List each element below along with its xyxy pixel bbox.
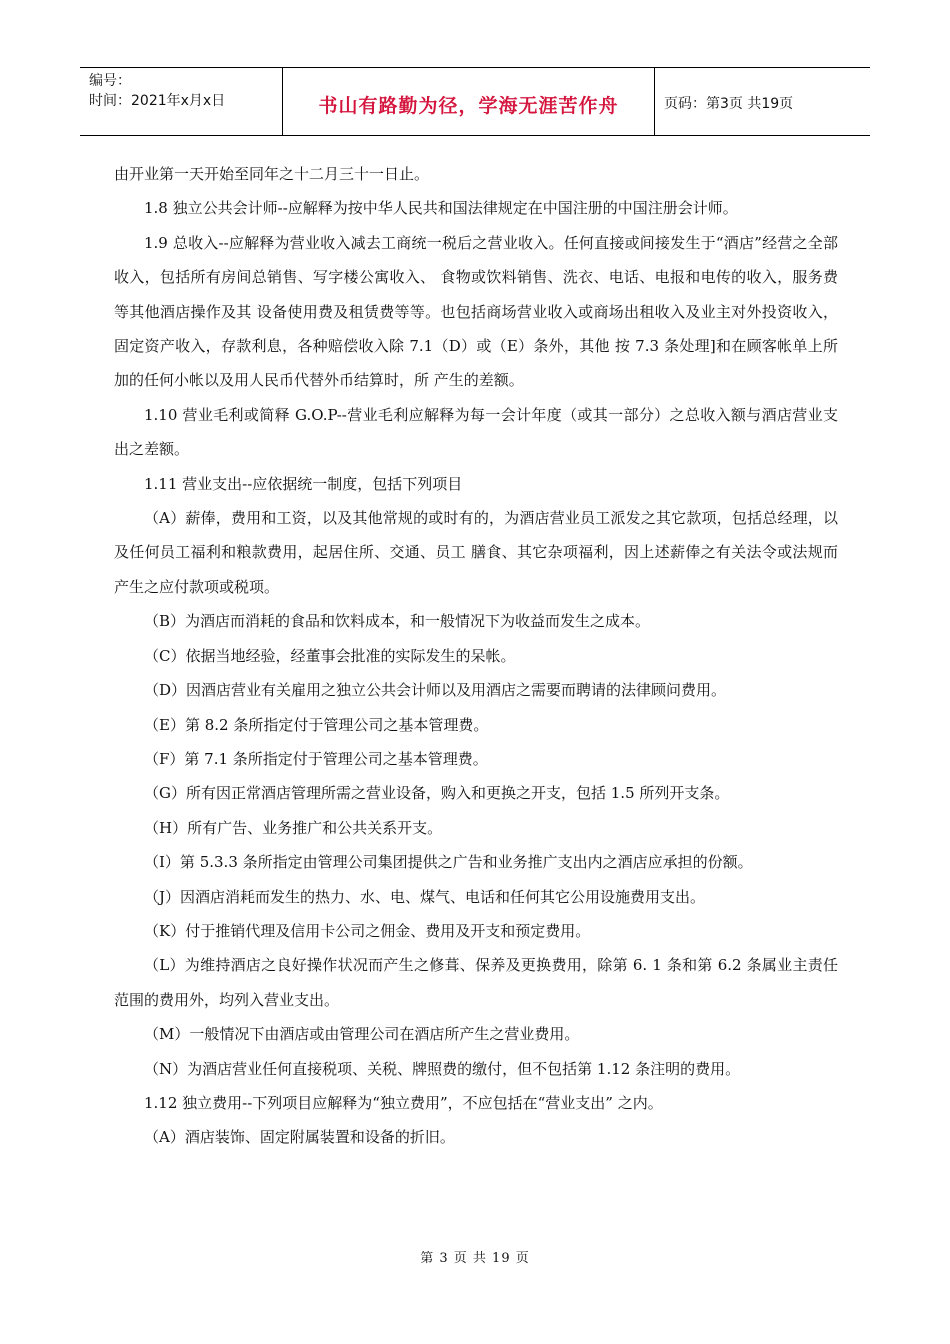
page-footer: 第 3 页 共 19 页 — [420, 1251, 530, 1266]
paragraph: 1.8 独立公共会计师--应解释为按中华人民共和国法律规定在中国注册的中国注册会计师。 — [144, 199, 738, 218]
paragraph: （M）一般情况下由酒店或由管理公司在酒店所产生之营业费用。 — [144, 1025, 580, 1044]
paragraph: 1.11 营业支出--应依据统一制度，包括下列项目 — [144, 474, 463, 493]
paragraph: （J）因酒店消耗而发生的热力、水、电、煤气、电话和任何其它公用设施费用支出。 — [144, 887, 706, 906]
date-label: 时间：2021年x月x日 — [89, 93, 226, 109]
paragraph: （L）为维持酒店之良好操作状况而产生之修葺、保养及更换费用，除第 6. 1 条和第 6.2 条属业主责任范围的费用外，均列入营业支出。 — [114, 956, 838, 1009]
paragraph: （C）依据当地经验，经董事会批准的实际发生的呆帐。 — [144, 646, 516, 665]
paragraph: （I）第 5.3.3 条所指定由管理公司集团提供之广告和业务推广支出内之酒店应承担的份额。 — [144, 853, 753, 872]
paragraph: （A）薪俸，费用和工资，以及其他常规的或时有的，为酒店营业员工派发之其它款项，包括总经理，以及任何员工福利和粮款费用，起居住所、交通、员工 膳食、其它杂项福利，因上述薪俸之有关法令或法规而产生之应付款项或税项。 — [114, 509, 838, 596]
paragraph: （A）酒店装饰、固定附属装置和设备的折旧。 — [144, 1128, 455, 1147]
serial-number-label: 编号： — [89, 73, 131, 89]
header-meta-cell — [80, 68, 283, 135]
paragraph: （F）第 7.1 条所指定付于管理公司之基本管理费。 — [144, 749, 488, 768]
header-page-cell — [655, 68, 870, 135]
paragraph: （E）第 8.2 条所指定付于管理公司之基本管理费。 — [144, 715, 489, 734]
header-motto-cell — [283, 68, 655, 135]
paragraph: 1.9 总收入--应解释为营业收入减去工商统一税后之营业收入。任何直接或间接发生于“酒店”经营之全部收入，包括所有房间总销售、写字楼公寓收入、 食物或饮料销售、洗衣、电话、电报和电传的收入，服务费等其他酒店操作及其 设备使用费及租赁费等等。也包括商场营业收入或商场出租收入及业主对外投资收入，固定资产收入，存款利息，各种赔偿收入除 7.1（D）或（E）条外，其他 按 7.3 条处理]和在顾客帐单上所加的任何小帐以及用人民币代替外币结算时，所 产生的差额。 — [114, 233, 838, 390]
paragraph: 1.10 营业毛利或简释 G.O.P--营业毛利应解释为每一会计年度（或其一部分）之总收入额与酒店营业支出之差额。 — [114, 405, 838, 459]
paragraph: （K）付于推销代理及信用卡公司之佣金、费用及开支和预定费用。 — [144, 921, 591, 940]
motto-text: 书山有路勤为径，学海无涯苦作舟 — [318, 95, 619, 117]
paragraph: 由开业第一天开始至同年之十二月三十一日止。 — [114, 165, 430, 183]
paragraph: （D）因酒店营业有关雇用之独立公共会计师以及用酒店之需要而聘请的法律顾问费用。 — [144, 681, 727, 700]
paragraph: （N）为酒店营业任何直接税项、关税、牌照费的缴付，但不包括第 1.12 条注明的费用。 — [144, 1059, 741, 1078]
page-info: 页码：第3页 共19页 — [664, 95, 794, 112]
document-body — [114, 157, 838, 1155]
paragraph: （H）所有广告、业务推广和公共关系开支。 — [144, 818, 443, 837]
paragraph: （B）为酒店而消耗的食品和饮料成本，和一般情况下为收益而发生之成本。 — [144, 612, 651, 631]
paragraph: 1.12 独立费用--下列项目应解释为“独立费用”，不应包括在“营业支出” 之内。 — [144, 1093, 663, 1112]
page-header — [80, 67, 870, 136]
paragraph: （G）所有因正常酒店管理所需之营业设备，购入和更换之开支，包括 1.5 所列开支条。 — [144, 784, 730, 803]
